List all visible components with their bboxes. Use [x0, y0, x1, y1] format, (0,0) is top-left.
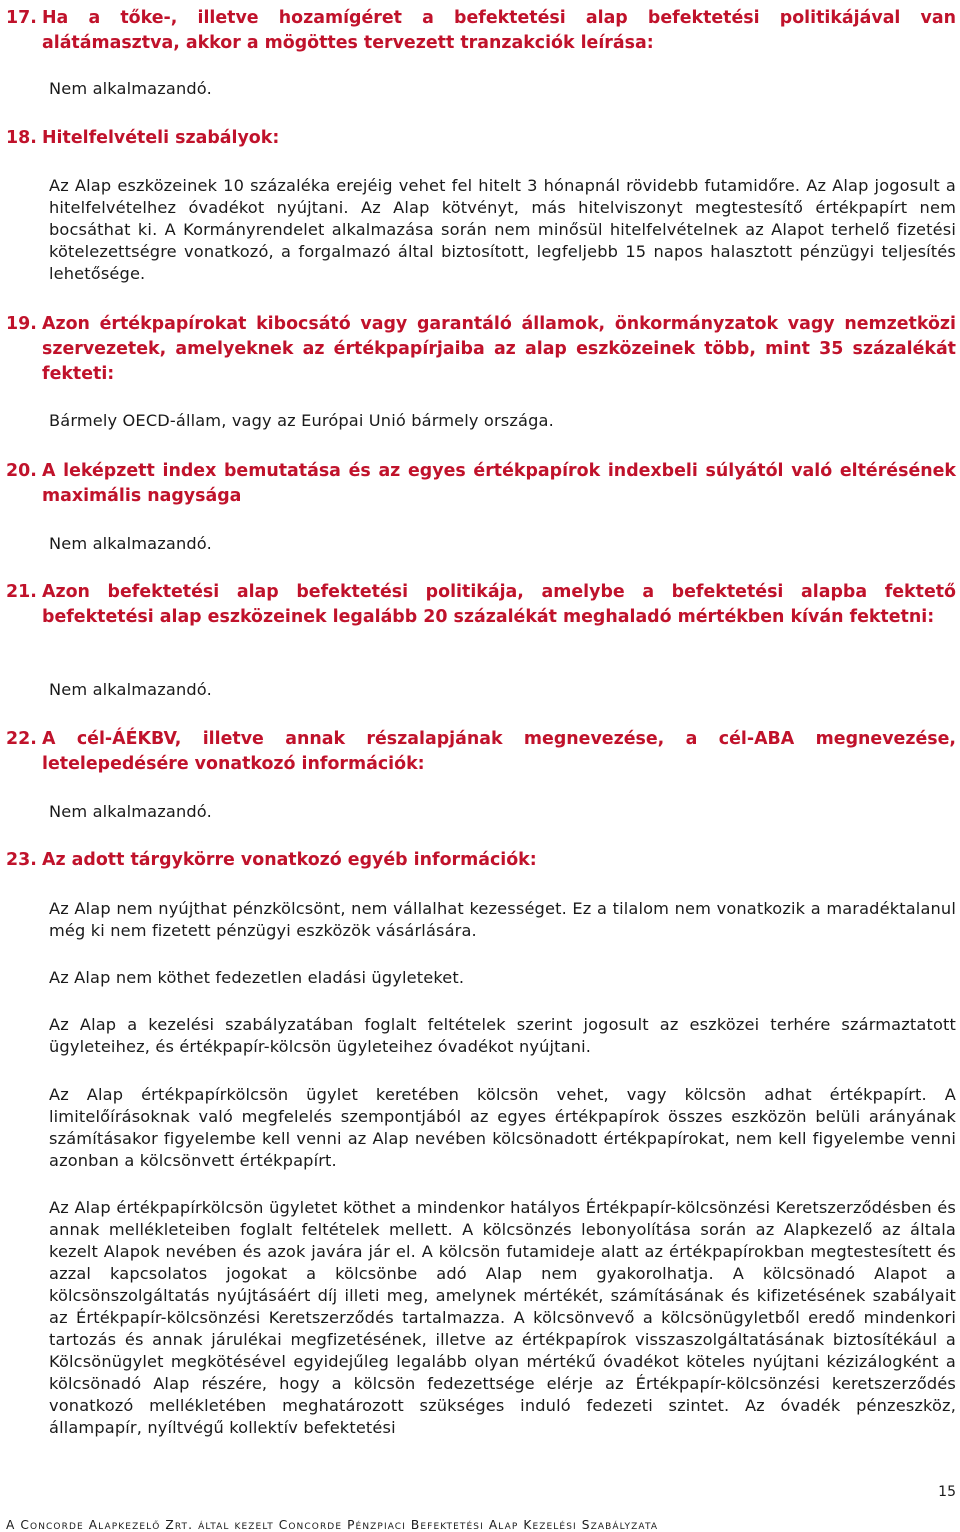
section-title: Az adott tárgykörre vonatkozó egyéb információk: [42, 850, 537, 870]
section-23-body-5 [49, 1197, 956, 1439]
section-22-body [49, 801, 956, 823]
paragraph: Az Alap a kezelési szabályzatában foglalt feltételek szerint jogosult az eszközei terhére származtatott ügyleteihez, és értékpapír-kölcsön ügyleteihez óvadékot nyújtani. [49, 1015, 956, 1056]
section-20-body [49, 533, 956, 555]
paragraph: Az Alap értékpapírkölcsön ügyletet köthet a mindenkor hatályos Értékpapír-kölcsönzési Keretszerződésben és annak mellékleteiben foglalt feltételek mellett. A kölcsönzés lebonyolítása során az Alapkezelő az általa kezelt Alapok nevében és azok javára jár el. A kölcsön futamideje alatt az értékpapírokban megtestesített és azzal kapcsolatos jogokat a kölcsönbe adó Alap nem gyakorolhatja. A kölcsönadó Alapot a kölcsönszolgáltatás nyújtásáért díj illeti meg, amelynek mértékét, számításának és kifizetésének szabályait az Értékpapír-kölcsönzési Keretszerződés tartalmazza. A kölcsönvevő a kölcsönügyletből eredő mindenkori tartozás és annak járulékai megfizetésének, illetve az értékpapírok visszaszolgáltatásának biztosítékául a Kölcsönügylet megkötésével egyidejűleg legalább olyan mértékű óvadékot köteles nyújtani kézizálogként a kölcsönadó Alap részére, hogy a kölcsön fedezettsége elérje az Értékpapír-kölcsönzési keretszerződés vonatkozó mellékletében meghatározott szükséges induló fedezeti szintet. Az óvadék pénzeszköz, állampapír, nyíltvégű kollektív befektetési [49, 1198, 956, 1437]
section-heading [6, 312, 956, 387]
page-footer: A Concorde Alapkezelő Zrt. által kezelt Concorde Pénzpiaci Befektetési Alap Kezelési Szabályzata [6, 1518, 659, 1532]
section-number: 19. [6, 314, 37, 334]
section-heading [6, 126, 956, 151]
paragraph: Nem alkalmazandó. [49, 680, 212, 699]
paragraph: Nem alkalmazandó. [49, 79, 212, 98]
section-22 [6, 727, 956, 777]
page-number: 15 [938, 1484, 956, 1500]
section-heading [6, 6, 956, 56]
paragraph: Az Alap nem köthet fedezetlen eladási ügyleteket. [49, 968, 465, 987]
section-23-body [49, 898, 956, 942]
section-number: 18. [6, 128, 37, 148]
section-title: Hitelfelvételi szabályok: [42, 128, 280, 148]
paragraph: Az Alap eszközeinek 10 százaléka erejéig vehet fel hitelt 3 hónapnál rövidebb futamidőre. Az Alap jogosult a hitelfelvételhez óvadékot nyújtani. Az Alap kötvényt, más hitelviszonyt megtestesítő értékpapírt nem bocsáthat ki. A Kormányrendelet alkalmazása során nem minősül hitelfelvételnek az Alapot terhelő fizetési kötelezettségre vonatkozó, a forgalmazó által biztosított, legfeljebb 15 napos halasztott pénzügyi teljesítés lehetősége. [49, 176, 956, 283]
section-title: A leképzett index bemutatása és az egyes értékpapírok indexbeli súlyától való eltérésének maximális nagysága [42, 461, 956, 506]
section-number: 22. [6, 729, 37, 749]
section-19 [6, 312, 956, 387]
paragraph: Nem alkalmazandó. [49, 534, 212, 553]
section-title: Azon értékpapírokat kibocsátó vagy garantáló államok, önkormányzatok vagy nemzetközi szervezetek, amelyeknek az értékpapírjaiba az alap eszközeinek több, mint 35 százalékát fekteti: [42, 314, 956, 384]
section-20 [6, 459, 956, 509]
section-heading [6, 848, 956, 873]
paragraph: Az Alap nem nyújthat pénzkölcsönt, nem vállalhat kezességet. Ez a tilalom nem vonatkozik a maradéktalanul még ki nem fizetett pénzügyi eszközök vásárlására. [49, 899, 956, 940]
section-number: 23. [6, 850, 37, 870]
section-number: 17. [6, 8, 37, 28]
section-19-body [49, 410, 956, 432]
section-number: 21. [6, 582, 37, 602]
section-23 [6, 848, 956, 873]
section-17 [6, 6, 956, 56]
section-title: Azon befektetési alap befektetési politikája, amelybe a befektetési alapba fektető befektetési alap eszközeinek legalább 20 százalékát meghaladó mértékben kíván fektetni: [42, 582, 956, 627]
section-17-body [49, 78, 956, 100]
section-heading [6, 580, 956, 630]
paragraph: Nem alkalmazandó. [49, 802, 212, 821]
section-18 [6, 126, 956, 151]
paragraph: Bármely OECD-állam, vagy az Európai Unió bármely országa. [49, 411, 554, 430]
section-21-body [49, 679, 956, 701]
section-heading [6, 727, 956, 777]
section-title: A cél-ÁÉKBV, illetve annak részalapjának megnevezése, a cél-ABA megnevezése, letelepedésére vonatkozó információk: [42, 729, 956, 774]
section-heading [6, 459, 956, 509]
section-18-body [49, 175, 956, 285]
section-title: Ha a tőke-, illetve hozamígéret a befektetési alap befektetési politikájával van alátámasztva, akkor a mögöttes tervezett tranzakciók leírása: [42, 8, 956, 53]
section-number: 20. [6, 461, 37, 481]
section-23-body-2 [49, 967, 956, 989]
section-23-body-3 [49, 1014, 956, 1058]
section-23-body-4 [49, 1084, 956, 1172]
paragraph: Az Alap értékpapírkölcsön ügylet keretében kölcsön vehet, vagy kölcsön adhat értékpapírt. A limitelőírásoknak való megfelelés szempontjából az egyes értékpapírok összes eszközön belüli arányának számításakor figyelembe kell venni az Alap nevében kölcsönadott értékpapírokat, nem kell figyelembe venni azonban a kölcsönvett értékpapírt. [49, 1085, 956, 1170]
section-21 [6, 580, 956, 630]
